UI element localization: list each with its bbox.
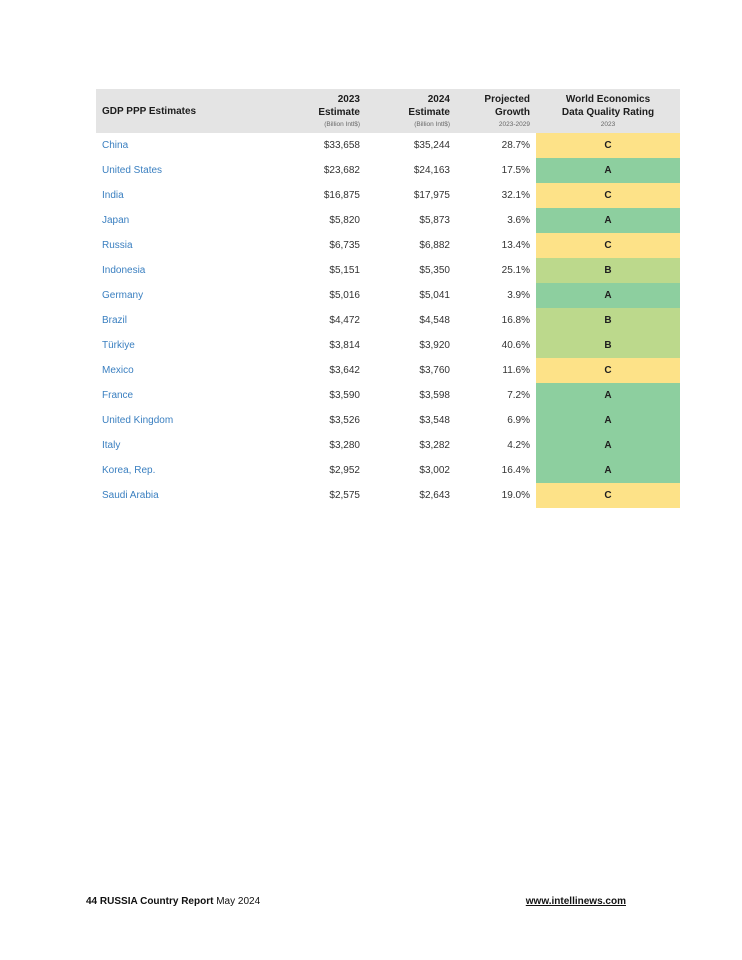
growth-cell: 16.8% (501, 315, 530, 326)
estimate-2023-cell: $3,814 (329, 340, 360, 351)
growth-cell: 17.5% (501, 165, 530, 176)
growth-cell: 25.1% (501, 265, 530, 276)
estimate-2023-cell: $2,575 (329, 490, 360, 501)
estimate-2024-cell: $17,975 (413, 190, 450, 201)
country-link[interactable]: Mexico (102, 365, 134, 376)
rating-cell: C (536, 483, 680, 508)
estimate-2024-cell: $5,041 (419, 290, 450, 301)
estimate-2024-cell: $24,163 (413, 165, 450, 176)
growth-cell: 13.4% (501, 240, 530, 251)
table-row (96, 208, 680, 233)
rating-cell: C (536, 358, 680, 383)
growth-cell: 32.1% (501, 190, 530, 201)
table-row (96, 308, 680, 333)
rating-cell: A (536, 458, 680, 483)
header-growth-line1: Projected (484, 94, 530, 105)
estimate-2024-cell: $5,350 (419, 265, 450, 276)
header-2024-estimate (366, 89, 456, 133)
estimate-2023-cell: $3,590 (329, 390, 360, 401)
estimate-2023-cell: $6,735 (329, 240, 360, 251)
estimate-2023-cell: $3,280 (329, 440, 360, 451)
table-row (96, 333, 680, 358)
rating-cell: A (536, 208, 680, 233)
report-date: May 2024 (216, 896, 261, 907)
estimate-2023-cell: $5,016 (329, 290, 360, 301)
country-link[interactable]: India (102, 190, 124, 201)
estimate-2023-cell: $23,682 (323, 165, 360, 176)
estimate-2023-cell: $4,472 (329, 315, 360, 326)
country-link[interactable]: Japan (102, 215, 130, 226)
table-row (96, 408, 680, 433)
header-rating-line2: Data Quality Rating (561, 107, 655, 118)
header-rating-line1: World Economics (565, 94, 651, 105)
header-rating-sub: 2023 (600, 121, 616, 128)
header-growth-line2: Growth (495, 107, 530, 118)
estimate-2024-cell: $3,920 (419, 340, 450, 351)
estimate-2023-cell: $5,151 (329, 265, 360, 276)
country-link[interactable]: Russia (102, 240, 133, 251)
table-row (96, 233, 680, 258)
rating-cell: C (536, 133, 680, 158)
page-number: 44 (86, 896, 98, 907)
estimate-2023-cell: $16,875 (323, 190, 360, 201)
page-footer (86, 896, 260, 907)
rating-cell: C (536, 233, 680, 258)
growth-cell: 3.9% (507, 290, 530, 301)
rating-cell: B (536, 258, 680, 283)
rating-cell: C (536, 183, 680, 208)
table-body (96, 133, 680, 508)
growth-cell: 19.0% (501, 490, 530, 501)
table-row (96, 458, 680, 483)
rating-cell: B (536, 308, 680, 333)
estimate-2024-cell: $3,282 (419, 440, 450, 451)
country-link[interactable]: Korea, Rep. (102, 465, 156, 476)
header-country: GDP PPP Estimates (96, 89, 276, 133)
growth-cell: 11.6% (502, 365, 530, 376)
table-row (96, 283, 680, 308)
country-link[interactable]: Germany (102, 290, 144, 301)
country-link[interactable]: China (102, 140, 129, 151)
estimate-2024-cell: $3,002 (419, 465, 450, 476)
header-2023-estimate (276, 89, 366, 133)
header-2024-line1: 2024 (427, 94, 450, 105)
estimate-2024-cell: $2,643 (419, 490, 450, 501)
country-link[interactable]: Saudi Arabia (102, 490, 159, 501)
table-row (96, 133, 680, 158)
estimate-2023-cell: $3,526 (329, 415, 360, 426)
rating-cell: B (536, 333, 680, 358)
country-link[interactable]: United States (102, 165, 163, 176)
rating-cell: A (536, 158, 680, 183)
growth-cell: 3.6% (507, 215, 530, 226)
growth-cell: 6.9% (507, 415, 530, 426)
gdp-ppp-table (96, 89, 680, 508)
estimate-2023-cell: $33,658 (323, 140, 360, 151)
header-2023-line2: Estimate (318, 107, 360, 118)
estimate-2024-cell: $3,548 (419, 415, 450, 426)
country-link[interactable]: Italy (102, 440, 121, 451)
growth-cell: 4.2% (507, 440, 530, 451)
report-title: RUSSIA Country Report (99, 896, 214, 907)
estimate-2024-cell: $4,548 (419, 315, 450, 326)
header-growth-sub: 2023-2029 (498, 121, 530, 128)
country-link[interactable]: Indonesia (102, 265, 146, 276)
rating-cell: A (536, 408, 680, 433)
estimate-2024-cell: $3,760 (419, 365, 450, 376)
growth-cell: 16.4% (501, 465, 530, 476)
estimate-2024-cell: $35,244 (413, 140, 450, 151)
estimate-2023-cell: $2,952 (329, 465, 360, 476)
website-link[interactable]: www.intellinews.com (525, 896, 626, 907)
rating-cell: A (536, 433, 680, 458)
table-row (96, 483, 680, 508)
table-row (96, 358, 680, 383)
table-row (96, 258, 680, 283)
table-row (96, 158, 680, 183)
country-link[interactable]: Türkiye (102, 340, 135, 351)
estimate-2023-cell: $5,820 (329, 215, 360, 226)
estimate-2024-cell: $3,598 (419, 390, 450, 401)
header-2023-line1: 2023 (337, 94, 360, 105)
growth-cell: 7.2% (507, 390, 530, 401)
header-projected-growth (456, 89, 536, 133)
country-link[interactable]: France (102, 390, 134, 401)
rating-cell: A (536, 383, 680, 408)
growth-cell: 28.7% (501, 140, 530, 151)
estimate-2024-cell: $6,882 (419, 240, 450, 251)
table-row (96, 183, 680, 208)
estimate-2023-cell: $3,642 (329, 365, 360, 376)
estimate-2024-cell: $5,873 (419, 215, 450, 226)
rating-cell: A (536, 283, 680, 308)
header-2023-sub: (Billion Intl$) (324, 121, 360, 128)
table-row (96, 383, 680, 408)
country-link[interactable]: United Kingdom (102, 415, 174, 426)
country-link[interactable]: Brazil (102, 315, 128, 326)
table-row (96, 433, 680, 458)
header-data-quality-rating (536, 89, 680, 133)
header-2024-line2: Estimate (408, 107, 450, 118)
table-header-row (96, 89, 680, 133)
header-2024-sub: (Billion Intl$) (414, 121, 450, 128)
growth-cell: 40.6% (501, 340, 530, 351)
